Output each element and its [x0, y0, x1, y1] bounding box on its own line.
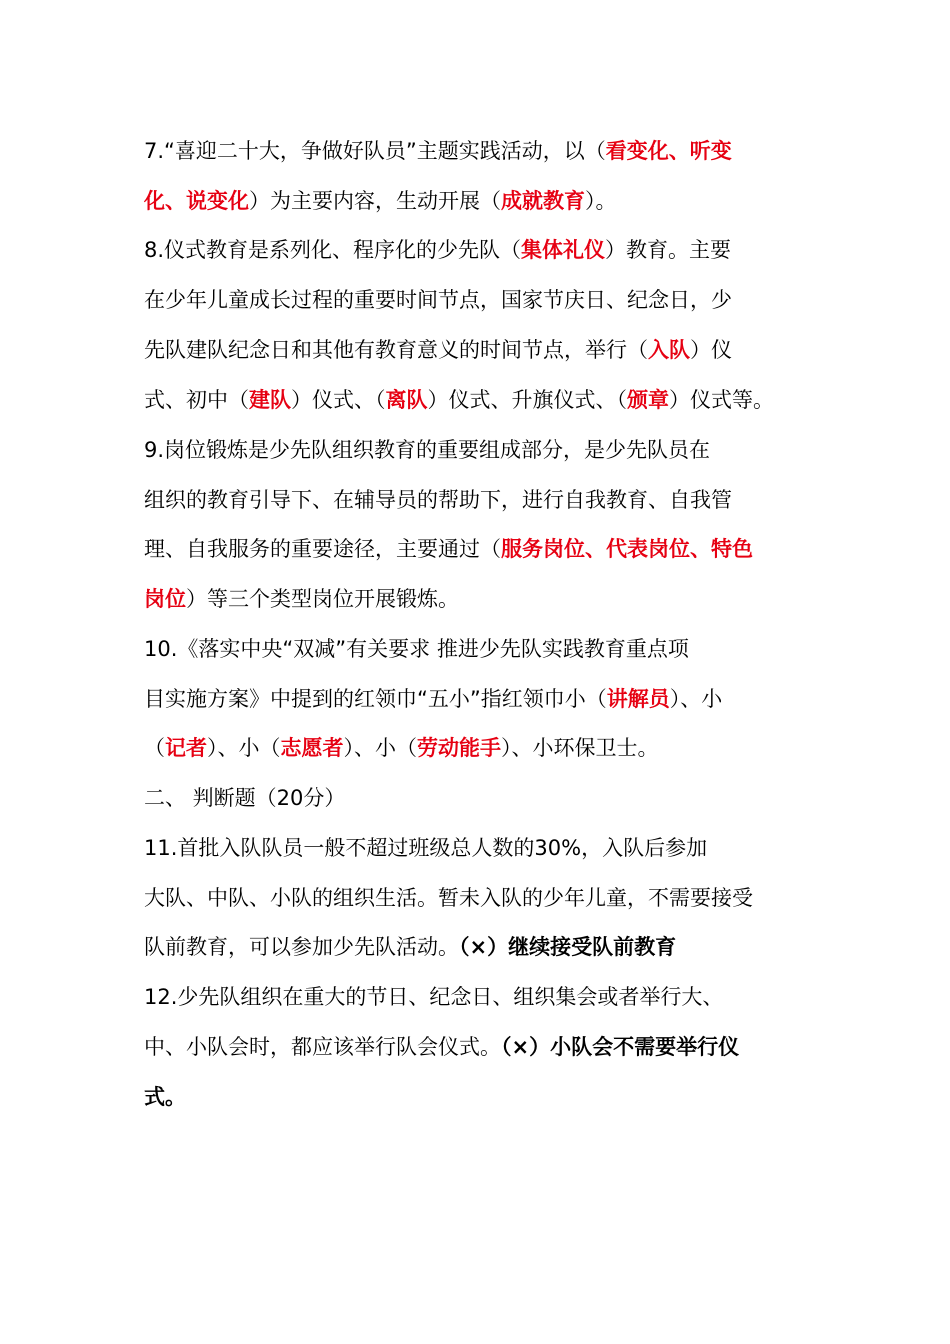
q8-answer: 颁章 — [627, 388, 669, 412]
q10-answer: 劳动能手 — [417, 736, 501, 760]
q7-line-2 — [144, 181, 814, 221]
section-title: 二、 判断题（20分） — [144, 786, 346, 810]
q12-answer: 式。 — [144, 1085, 186, 1109]
q9-text: 组织的教育引导下、在辅导员的帮助下，进行自我教育、自我管 — [144, 488, 732, 512]
q8-text: ）仪式、（ — [291, 388, 386, 412]
q12-line-2 — [144, 1027, 814, 1067]
q10-answer: 讲解员 — [606, 687, 670, 711]
q10-line-1 — [144, 629, 814, 669]
q7-answer: 化、说变化 — [144, 189, 249, 213]
q8-answer: 入队 — [648, 338, 690, 362]
q10-line-2 — [144, 679, 814, 719]
section-heading — [144, 778, 814, 818]
q11-line-2 — [144, 878, 814, 918]
q11-answer: （×）继续接受队前教育 — [459, 935, 677, 959]
q11-text: 大队、中队、小队的组织生活。暂未入队的少年儿童，不需要接受 — [144, 886, 753, 910]
q10-text: ）、小 — [669, 687, 723, 711]
q8-answer: 建队 — [249, 388, 291, 412]
q8-answer: 离队 — [385, 388, 428, 412]
q10-text: （ — [144, 736, 165, 760]
q9-line-1 — [144, 430, 814, 470]
q10-line-3 — [144, 728, 814, 768]
q8-line-2 — [144, 280, 814, 320]
q9-answer: 服务岗位、代表岗位、特色 — [501, 537, 753, 561]
q10-text: ）、小（ — [207, 736, 281, 760]
q9-text: ）等三个类型岗位开展锻炼。 — [186, 587, 459, 611]
q8-answer: 集体礼仪 — [521, 238, 606, 262]
q10-text: 目实施方案》中提到的红领巾“五小”指红领巾小（ — [144, 687, 607, 711]
q12-text: 12.少先队组织在重大的节日、纪念日、组织集会或者举行大、 — [144, 985, 724, 1009]
q8-text: 8.仪式教育是系列化、程序化的少先队（ — [144, 238, 522, 262]
q12-line-1 — [144, 977, 814, 1017]
q7-answer: 看变化、听变 — [605, 139, 732, 163]
q9-text: 9.岗位锻炼是少先队组织教育的重要组成部分，是少先队员在 — [144, 438, 711, 462]
q7-text: ）为主要内容，生动开展（ — [249, 189, 501, 213]
q11-text: 队前教育，可以参加少先队活动。 — [144, 935, 459, 959]
q9-line-2 — [144, 480, 814, 520]
q8-text: 式、初中（ — [144, 388, 249, 412]
q11-line-3 — [144, 927, 814, 967]
q8-text: ）教育。主要 — [605, 238, 732, 262]
q8-text: ）仪式、升旗仪式、（ — [427, 388, 627, 412]
q10-answer: 记者 — [165, 736, 207, 760]
q11-text: 11.首批入队队员一般不超过班级总人数的30%，入队后参加 — [144, 836, 708, 860]
q11-line-1 — [144, 828, 814, 868]
q7-line-1 — [144, 131, 814, 171]
q9-answer: 岗位 — [144, 587, 186, 611]
q8-line-3 — [144, 330, 814, 370]
q10-answer: 志愿者 — [280, 736, 344, 760]
q8-text: 先队建队纪念日和其他有教育意义的时间节点，举行（ — [144, 338, 648, 362]
q8-line-1 — [144, 230, 814, 270]
q9-line-3 — [144, 529, 814, 569]
q9-line-4 — [144, 579, 814, 619]
q8-line-4 — [144, 380, 814, 420]
q8-text: ）仪 — [690, 338, 732, 362]
q8-text: ）仪式等。 — [669, 388, 774, 412]
q10-text: ）、小（ — [343, 736, 417, 760]
q12-line-3 — [144, 1077, 814, 1117]
q10-text: ）、小环保卫士。 — [501, 736, 659, 760]
q9-text: 理、自我服务的重要途径，主要通过（ — [144, 537, 501, 561]
q7-text: ）。 — [585, 189, 617, 213]
q10-text: 10.《落实中央“双减”有关要求 推进少先队实践教育重点项 — [144, 637, 689, 661]
q12-text: 中、小队会时，都应该举行队会仪式。 — [144, 1035, 501, 1059]
q8-text: 在少年儿童成长过程的重要时间节点，国家节庆日、纪念日，少 — [144, 288, 732, 312]
q7-answer: 成就教育 — [501, 189, 585, 213]
q7-text: 7.“喜迎二十大，争做好队员”主题实践活动，以（ — [144, 139, 606, 163]
q12-answer: （×）小队会不需要举行仪 — [501, 1035, 740, 1059]
